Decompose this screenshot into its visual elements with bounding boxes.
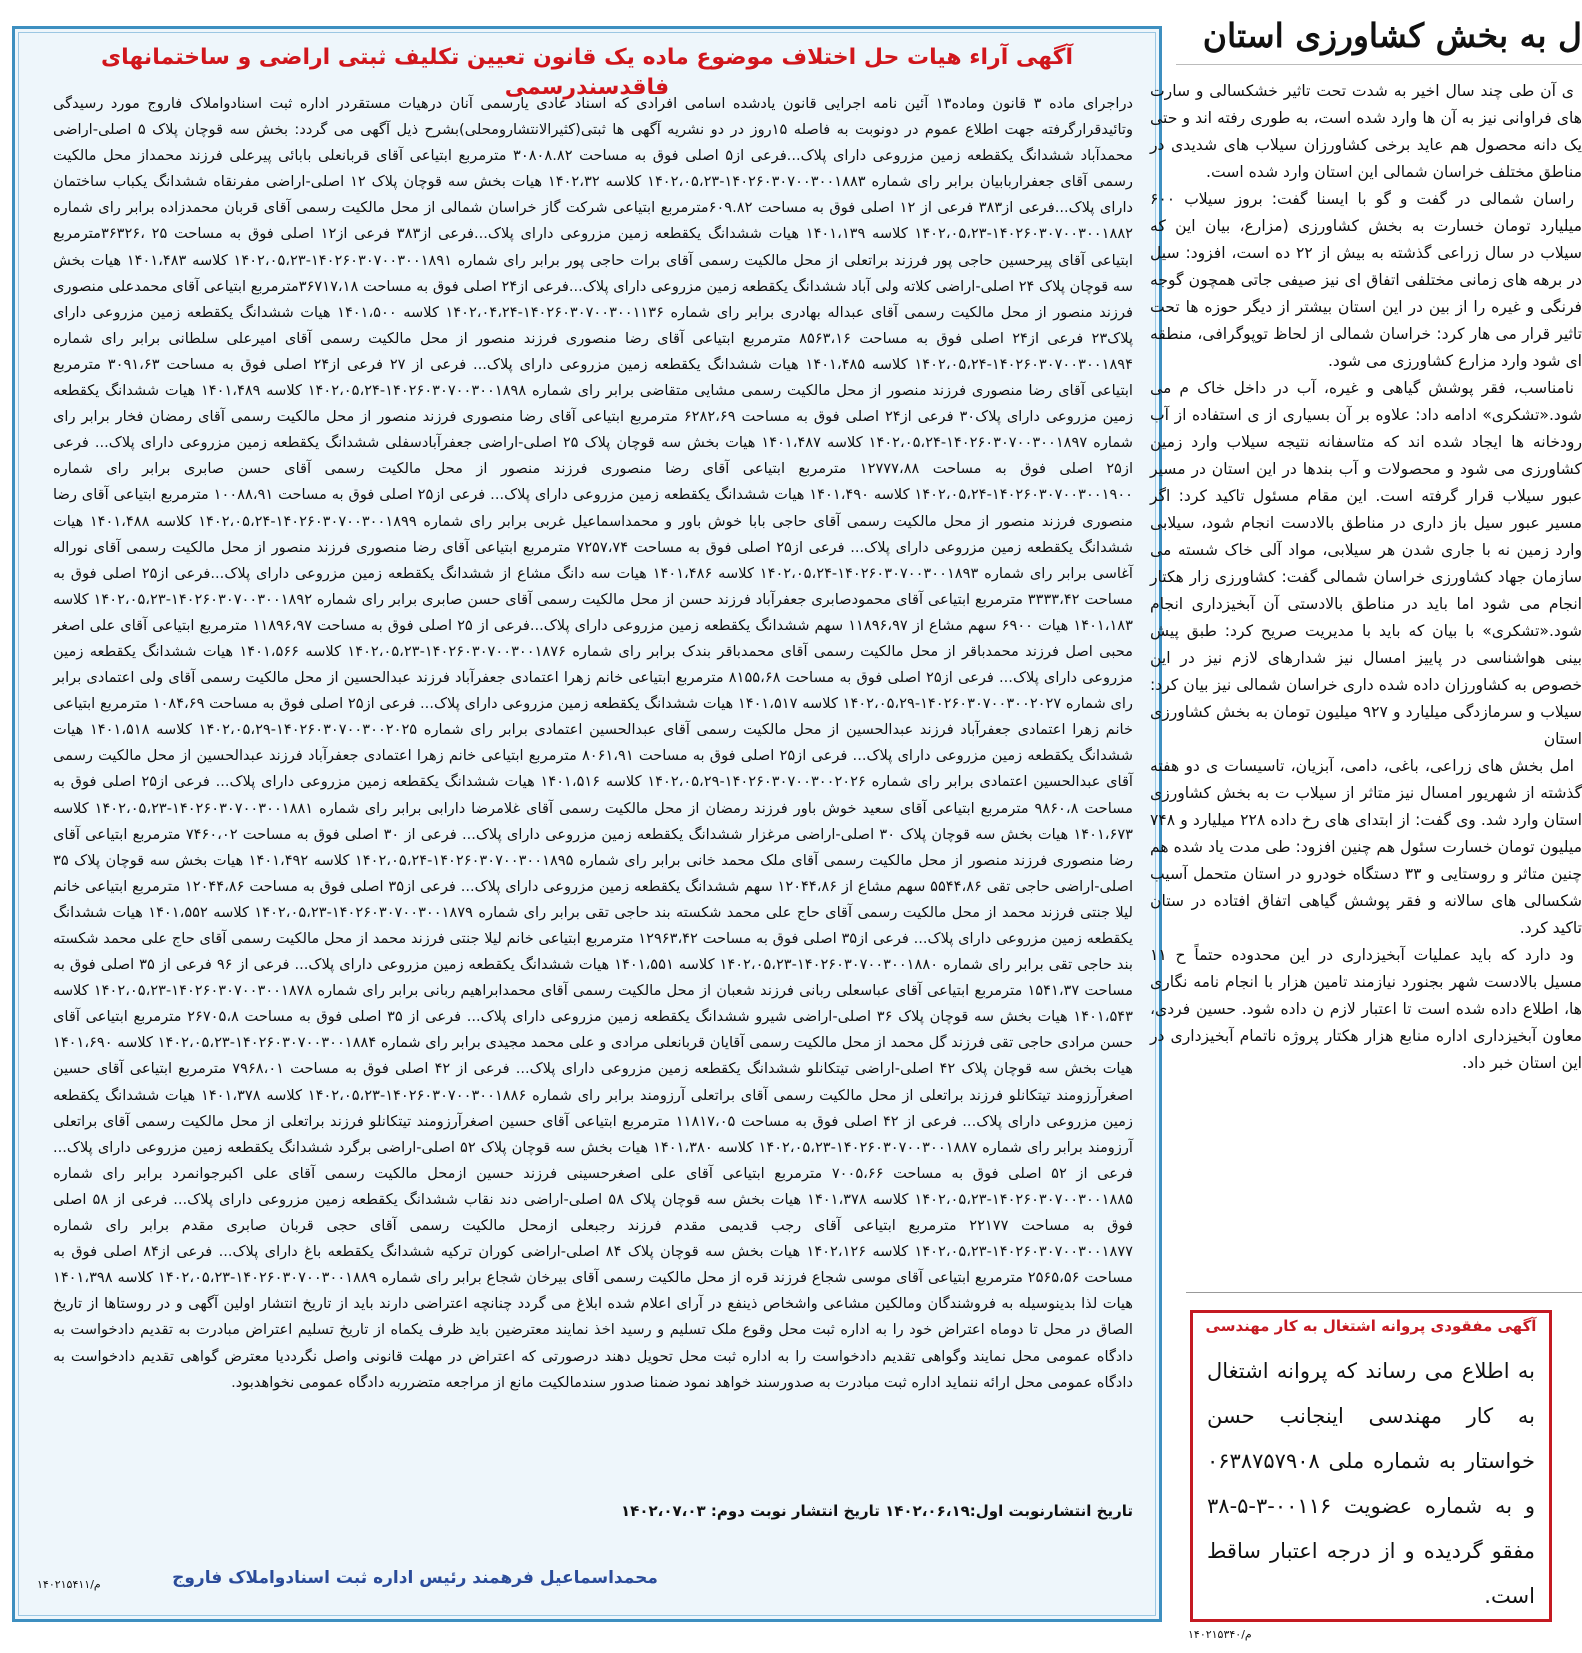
lost-license-ad bbox=[1190, 1310, 1552, 1622]
article-paragraph: نامناسب، فقر پوشش گیاهی و غیره، آب در داخل خاک م می شود.«تشکری» ادامه داد: علاوه بر آن بسیاری از ی استفاده از آب رودخانه ها ایجاد شده اند که متاسفانه نتیجه سیلاب وارد زمین کشاورزی می شود و محصولات و آب بندها در این استان در مسیر عبور سیلاب قرار گرفته است. این مقام مسئول تاکید کرد: اگر مسیر عبور سیل باز داری در مناطق بالادست انجام شود، سیلابی وارد زمین نه با جاری شدن هر سیلابی، مواد آلی خاک شسته می سازمان جهاد کشاورزی خراسان شمالی گفت: کشاورزی زار هکتار انجام می شود اما باید در مناطق بالادستی آن آبخیزداری انجام شود.«تشکری» با بیان که باید با مدیریت صریح کرد: طبق پیش بینی هواشناسی در پاییز امسال نیز شدارهای لازم نیز در این خصوص به کشاورزان داده شده داری خراسان شمالی نیز بیان کرد: سیلاب و سرمازدگی میلیارد و ۹۲۷ میلیون تومان به بخش کشاورزی استان bbox=[1150, 379, 1582, 748]
article-paragraph: ود دارد که باید عملیات آبخیزداری در این محدوده حتماً ح ۱۱ مسیل بالادست شهر بجنورد نیازمند تامین هزار با انجام نامه نگاری ها، اطلاع داده شده است تا اعتبار لازم ن داده شود. حسین فردی، معاون آبخیزداری اداره منابع هزار هکتار پروژه ناتمام آبخیزداری در این استان خبر داد. bbox=[1150, 946, 1582, 1072]
notice-paragraph: دراجرای ماده ۳ قانون وماده۱۳ آئین نامه اجرایی قانون یادشده اسامی افرادی که اسناد عادی یارسمی آنان درهیات مستقردر اداره ثبت اسنادواملاک فاروج مورد رسیدگی وتائیدقرارگرفته جهت اطلاع عموم در دونوبت به فاصله ۱۵روز در دو نشریه آگهی ها ثبتی(کثیرالانتشارومحلی)بشرح ذیل آگهی می گردد: بخش سه قوچان پلاک ۵ اصلی-اراضی محمدآباد ششدانگ یکقطعه زمین مزروعی دارای پلاک...فرعی از۵ اصلی فوق به مساحت ۳۰۸۰۸.۸۲ مترمربع ابتیاعی آقای قربانعلی بابائی پیرعلی فرزند محمداز محل مالکیت رسمی آقای جعفراربابیان برابر رای شماره ۱۴۰۲۶۰۳۰۷۰۰۳۰۰۱۸۸۳-۱۴۰۲،۰۵،۲۳ کلاسه ۱۴۰۲،۳۲ هیات بخش سه قوچان پلاک ۱۲ اصلی-اراضی مفرنقاه ششدانگ یکباب ساختمان دارای پلاک...فرعی از۳۸۳ فرعی از ۱۲ اصلی فوق به مساحت ۶۰۹.۸۲مترمربع ابتیاعی شرکت گاز خراسان شمالی از محل مالکیت رسمی آقای قربان محمدزاده برابر رای شماره ۱۴۰۲۶۰۳۰۷۰۰۳۰۰۱۸۸۲-۱۴۰۲،۰۵،۲۳ کلاسه ۱۴۰۱،۱۳۹ هیات ششدانگ یکقطعه زمین مزروعی دارای پلاک...فرعی از۳۸۳ فرعی از۱۲ اصلی فوق به مساحت ۲۵ ،۳۶۳۲۶مترمربع ابتیاعی آقای پیرحسین حاجی پور فرزند براتعلی از محل مالکیت رسمی آقای برات حاجی پور برابر رای شماره ۱۴۰۲۶۰۳۰۷۰۰۳۰۰۱۸۹۱-۱۴۰۲،۰۵،۲۳ کلاسه ۱۴۰۱،۴۸۳ هیات بخش سه قوچان پلاک ۲۴ اصلی-اراضی کلاته ولی آباد ششدانگ یکقطعه زمین مزروعی دارای پلاک...فرعی از۲۴ اصلی فوق به مساحت ۳۶۷۱۷،۱۸مترمربع ابتیاعی آقای محمدعلی منصوری فرزند منصور از محل مالکیت رسمی آقای عبداله بهادری برابر رای شماره ۱۴۰۲۶۰۳۰۷۰۰۳۰۰۱۱۳۶-۱۴۰۲،۰۴،۲۴ کلاسه ۱۴۰۱،۵۰۰ هیات ششدانگ یکقطعه زمین مزروعی دارای پلاک۲۳ فرعی از۲۴ اصلی فوق به مساحت ۸۵۶۳،۱۶ مترمربع ابتیاعی آقای رضا منصوری فرزند منصور از محل مالکیت رسمی آقای امیرعلی سلطانی برابر رای شماره ۱۴۰۲۶۰۳۰۷۰۰۳۰۰۱۸۹۴-۱۴۰۲،۰۵،۲۴ کلاسه ۱۴۰۱،۴۸۵ هیات ششدانگ یکقطعه زمین مزروعی دارای پلاک... فرعی از ۲۷ فرعی از۲۴ اصلی فوق به مساحت ۳۰۹۱،۶۳ مترمربع ابتیاعی آقای رضا منصوری فرزند منصور از محل مالکیت رسمی مشایی متقاضی برابر رای شماره ۱۴۰۲۶۰۳۰۷۰۰۳۰۰۱۸۹۸-۱۴۰۲،۰۵،۲۴ کلاسه ۱۴۰۱،۴۸۹ هیات ششدانگ یکقطعه زمین مزروعی دارای پلاک۳۰ فرعی از۲۴ اصلی فوق به مساحت ۶۲۸۲،۶۹ مترمربع ابتیاعی آقای رضا منصوری فرزند منصور از محل مالکیت رسمی آقای رمضان فخار برابر رای شماره ۱۴۰۲۶۰۳۰۷۰۰۳۰۰۱۸۹۷-۱۴۰۲،۰۵،۲۴ کلاسه ۱۴۰۱،۴۸۷ هیات بخش سه قوچان پلاک ۲۵ اصلی-اراضی جعفرآبادسفلی ششدانگ یکقطعه زمین مزروعی دارای پلاک... فرعی از۲۵ اصلی فوق به مساحت ۱۲۷۷۷،۸۸ مترمربع ابتیاعی آقای رضا منصوری فرزند منصور از محل مالکیت رسمی آقای حسن صابری برابر رای شماره ۱۴۰۲۶۰۳۰۷۰۰۳۰۰۱۹۰۰-۱۴۰۲،۰۵،۲۴ کلاسه ۱۴۰۱،۴۹۰ هیات ششدانگ یکقطعه زمین مزروعی دارای پلاک... فرعی از۲۵ اصلی فوق به مساحت ۱۰۰۸۸،۹۱ مترمربع ابتیاعی آقای رضا منصوری فرزند منصور از محل مالکیت رسمی آقای حاجی بابا خوش باور و محمداسماعیل غربی برابر رای شماره ۱۴۰۲۶۰۳۰۷۰۰۳۰۰۱۸۹۹-۱۴۰۲،۰۵،۲۴ کلاسه ۱۴۰۱،۴۸۸ هیات ششدانگ یکقطعه زمین مزروعی دارای پلاک... فرعی از۲۵ اصلی فوق به مساحت ۷۲۵۷،۷۴ مترمربع ابتیاعی آقای رضا منصوری فرزند منصور از محل مالکیت رسمی آقای نوراله آغاسی برابر رای شماره ۱۴۰۲۶۰۳۰۷۰۰۳۰۰۱۸۹۳-۱۴۰۲،۰۵،۲۴ کلاسه ۱۴۰۱،۴۸۶ هیات سه دانگ مشاع از ششدانگ یکقطعه زمین مزروعی دارای پلاک...فرعی از۲۵ اصلی فوق به مساحت ۳۳۳۳،۴۲ مترمربع ابتیاعی آقای محمودصابری جعفرآباد فرزند حسن از محل مالکیت رسمی آقای حسن صابری برابر رای شماره ۱۴۰۲۶۰۳۰۷۰۰۳۰۰۱۸۹۲-۱۴۰۲،۰۵،۲۳ کلاسه ۱۴۰۱،۱۸۳ هیات ۶۹۰۰ سهم مشاع از ۱۱۸۹۶،۹۷ سهم ششدانگ یکقطعه زمین مزروعی دارای پلاک...فرعی از ۲۵ اصلی فوق به مساحت ۱۱۸۹۶،۹۷ مترمربع ابتیاعی آقای علی اصغر محبی اصل فرزند محمدباقر از محل مالکیت رسمی آقای محمدباقر بندک برابر رای شماره ۱۴۰۲۶۰۳۰۷۰۰۳۰۰۱۸۷۶-۱۴۰۲،۰۵،۲۳ کلاسه ۱۴۰۱،۵۶۶ هیات ششدانگ یکقطعه زمین مزروعی دارای پلاک... فرعی از۲۵ اصلی فوق به مساحت ۸۱۵۵،۶۸ مترمربع ابتیاعی خانم زهرا اعتمادی جعفرآباد فرزند عبدالحسین از محل مالکیت رسمی آقای ولی اعتمادی برابر رای شماره ۱۴۰۲۶۰۳۰۷۰۰۳۰۰۲۰۲۷-۱۴۰۲،۰۵،۲۹ کلاسه ۱۴۰۱،۵۱۷ هیات ششدانگ یکقطعه زمین مزروعی دارای پلاک... فرعی از۲۵ اصلی فوق به مساحت ۱۰۸۴،۶۹ مترمربع ابتیاعی خانم زهرا اعتمادی جعفرآباد فرزند عبدالحسین از محل مالکیت رسمی آقای عبدالحسین اعتمادی برابر رای شماره ۱۴۰۲۶۰۳۰۷۰۰۳۰۰۲۰۲۵-۱۴۰۲،۰۵،۲۹ کلاسه ۱۴۰۱،۵۱۸ هیات ششدانگ یکقطعه زمین مزروعی دارای پلاک... فرعی از۲۵ اصلی فوق به مساحت ۸۰۶۱،۹۱ مترمربع ابتیاعی خانم زهرا اعتمادی جعفرآباد فرزند عبدالحسین از محل مالکیت رسمی آقای عبدالحسین اعتمادی برابر رای شماره ۱۴۰۲۶۰۳۰۷۰۰۳۰۰۲۰۲۶-۱۴۰۲،۰۵،۲۹ کلاسه ۱۴۰۱،۵۱۶ هیات ششدانگ یکقطعه زمین مزروعی دارای پلاک... فرعی از۲۵ اصلی فوق به مساحت ۹۸۶۰،۸ مترمربع ابتیاعی آقای سعید خوش باور فرزند رمضان از محل مالکیت رسمی آقای غلامرضا دارابی برابر رای شماره ۱۴۰۲۶۰۳۰۷۰۰۳۰۰۱۸۸۱-۱۴۰۲،۰۵،۲۳ کلاسه ۱۴۰۱،۶۷۳ هیات بخش سه قوچان پلاک ۳۰ اصلی-اراضی مرغزار ششدانگ یکقطعه زمین مزروعی دارای پلاک... فرعی از ۳۰ اصلی فوق به مساحت ۷۴۶۰،۰۲ مترمربع ابتیاعی آقای رضا منصوری فرزند منصور از محل مالکیت رسمی آقای ملک محمد خانی برابر رای شماره ۱۴۰۲۶۰۳۰۷۰۰۳۰۰۱۸۹۵-۱۴۰۲،۰۵،۲۴ کلاسه ۱۴۰۱،۴۹۲ هیات بخش سه قوچان پلاک ۳۵ اصلی-اراضی حاجی تقی ۵۵۴۴،۸۶ سهم مشاع از ۱۲۰۴۴،۸۶ سهم ششدانگ یکقطعه زمین مزروعی دارای پلاک... فرعی از۳۵ اصلی فوق به مساحت ۱۲۰۴۴،۸۶ مترمربع ابتیاعی خانم لیلا جنتی فرزند محمد از محل مالکیت رسمی آقای حاج علی محمد شکسته بند حاجی تقی برابر رای شماره ۱۴۰۲۶۰۳۰۷۰۰۳۰۰۱۸۷۹-۱۴۰۲،۰۵،۲۳ کلاسه ۱۴۰۱،۵۵۲ هیات ششدانگ یکقطعه زمین مزروعی دارای پلاک... فرعی از۳۵ اصلی فوق به مساحت ۱۲۹۶۳،۴۲ مترمربع ابتیاعی خانم لیلا جنتی فرزند محمد از محل مالکیت رسمی آقای حاج علی محمد شکسته بند حاجی تقی برابر رای شماره ۱۴۰۲۶۰۳۰۷۰۰۳۰۰۱۸۸۰-۱۴۰۲،۰۵،۲۳ کلاسه ۱۴۰۱،۵۵۱ هیات ششدانگ یکقطعه زمین مزروعی دارای پلاک... فرعی از ۹۶ فرعی از ۳۵ اصلی فوق به مساحت ۱۵۴۱،۳۷ مترمربع ابتیاعی آقای عباسعلی ربانی فرزند شعبان از محل مالکیت رسمی آقای محمدابراهیم ربانی برابر رای شماره ۱۴۰۲۶۰۳۰۷۰۰۳۰۰۱۸۷۸-۱۴۰۲،۰۵،۲۳ کلاسه ۱۴۰۱،۵۴۳ هیات بخش سه قوچان پلاک ۳۶ اصلی-اراضی شیرو ششدانگ یکقطعه زمین مزروعی دارای پلاک... فرعی از ۳۵ اصلی فوق به مساحت ۲۶۷۰۵،۸ مترمربع ابتیاعی آقای حسن مرادی حاجی تقی فرزند گل محمد از محل مالکیت رسمی آقایان قربانعلی مرادی و علی محمد مجیدی برابر رای شماره ۱۴۰۲۶۰۳۰۷۰۰۳۰۰۱۸۸۴-۱۴۰۲،۰۵،۲۳ کلاسه ۱۴۰۱،۶۹۰ هیات بخش سه قوچان پلاک ۴۲ اصلی-اراضی تیتکانلو ششدانگ یکقطعه زمین مزروعی دارای پلاک... فرعی از ۴۲ اصلی فوق به مساحت ۷۹۶۸،۰۱ مترمربع ابتیاعی آقای حسین اصغرآرزومند تیتکانلو فرزند براتعلی از محل مالکیت رسمی آقای براتعلی آرزومند برابر رای شماره ۱۴۰۲۶۰۳۰۷۰۰۳۰۰۱۸۸۶-۱۴۰۲،۰۵،۲۳ کلاسه ۱۴۰۱،۳۷۸ هیات ششدانگ یکقطعه زمین مزروعی دارای پلاک... فرعی از ۴۲ اصلی فوق به مساحت ۱۱۸۱۷،۰۵ مترمربع ابتیاعی آقای حسین اصغرآرزومند تیتکانلو فرزند براتعلی از محل مالکیت رسمی آقای براتعلی آرزومند برابر رای شماره ۱۴۰۲۶۰۳۰۷۰۰۳۰۰۱۸۸۷-۱۴۰۲،۰۵،۲۳ کلاسه ۱۴۰۱،۳۸۰ هیات بخش سه قوچان پلاک ۵۲ اصلی-اراضی برگرد ششدانگ یکقطعه زمین مزروعی دارای پلاک... فرعی از ۵۲ اصلی فوق به مساحت ۷۰۰۵،۶۶ مترمربع ابتیاعی آقای علی اصغرحسینی فرزند حسین ازمحل مالکیت رسمی آقای علی اکبرجوانمرد برابر رای شماره ۱۴۰۲۶۰۳۰۷۰۰۳۰۰۱۸۸۵-۱۴۰۲،۰۵،۲۳ کلاسه ۱۴۰۱،۳۷۸ هیات بخش سه قوچان پلاک ۵۸ اصلی-اراضی دند نقاب ششدانگ یکقطعه زمین مزروعی دارای پلاک... فرعی از ۵۸ اصلی فوق به مساحت ۲۲۱۷۷ مترمربع ابتیاعی آقای رجب قدیمی مقدم فرزند رجبعلی ازمحل مالکیت رسمی آقای حجی قربان صابری مقدم برابر رای شماره ۱۴۰۲۶۰۳۰۷۰۰۳۰۰۱۸۷۷-۱۴۰۲،۰۵،۲۳ کلاسه ۱۴۰۲،۱۲۶ هیات بخش سه قوچان پلاک ۸۴ اصلی-اراضی کوران ترکیه ششدانگ یکقطعه باغ دارای پلاک... فرعی از۸۴ اصلی فوق به مساحت ۲۵۶۵،۵۶ مترمربع ابتیاعی آقای موسی شجاع فرزند قره از محل مالکیت رسمی آقای بیرخان شجاع برابر رای شماره ۱۴۰۲۶۰۳۰۷۰۰۳۰۰۱۸۸۹-۱۴۰۲،۰۵،۲۳ کلاسه ۱۴۰۱،۳۹۸ هیات لذا بدینوسیله به فروشندگان ومالکین مشاعی واشخاص ذینفع در آرای اعلام شده ابلاغ می گردد چنانچه اعتراضی دارند باید از تاریخ انتشار اولین آگهی و در روستاها از تاریخ الصاق در محل تا دوماه اعتراض خود را به اداره ثبت محل وقوع ملک تسلیم و رسید اخذ نمایند معترضین باید ظرف یکماه از تاریخ تسلیم اعتراض مبادرت به تقدیم دادخواست به دادگاه عمومی محل نمایند وگواهی تقدیم دادخواست را به اداره ثبت محل تحویل دهند درصورتی که اعتراض در مهلت قانونی واصل نگرددیا معترض گواهی تقدیم دادخواست به دادگاه عمومی محل ارائه ننماید اداره ثبت مبادرت به صدورسند خواهد نمود ضمنا صدور سندمالکیت مانع از مراجعه متضرربه دادگاه عمومی نخواهدبود. bbox=[53, 95, 1134, 1391]
article-title: ل به بخش کشاورزی استان bbox=[1202, 16, 1582, 55]
notice-signature: محمداسماعیل فرهمند رئیس اداره ثبت اسنادواملاک فاروج bbox=[172, 1568, 658, 1588]
notice-title: آگهی آراء هیات حل اختلاف موضوع ماده یک قانون تعیین تکلیف ثبتی اراضی و ساختمانهای فاقدسندرسمی bbox=[100, 45, 1074, 100]
ad-title: آگهی مفقودی پروانه اشتغال به کار مهندسی bbox=[1205, 1317, 1537, 1335]
publication-dates: تاریخ انتشارنوبت اول:۱۴۰۲،۰۶،۱۹ تاریخ انتشار نوبت دوم: ۱۴۰۲،۰۷،۰۳ bbox=[621, 1502, 1133, 1520]
notice-body bbox=[53, 91, 1133, 1396]
notice-code: م/۱۴۰۲۱۵۴۱۱ bbox=[37, 1578, 101, 1591]
article-paragraph: امل بخش های زراعی، باغی، دامی، آبزیان، تاسیسات ی دو هفته گذشته از شهریور امسال نیز متاثر از سیلاب ت به بخش کشاورزی استان وارد شد. وی گفت: از ابتدای های رخ داده ۲۲۸ میلیارد و ۷۴۸ میلیون تومان خسارت سئول هم چنین افزود: طی مدت یاد شده هم چنین متاثر و روستایی و ۳۳ دستگاه خودرو در استان متحمل آسیب شکسالی های سالانه و فقر پوشش گیاهی اتفاق افتاده در ستان تاکید کرد. bbox=[1150, 757, 1582, 937]
column-divider bbox=[1186, 1292, 1582, 1293]
registration-notice bbox=[12, 26, 1162, 1622]
ad-body: به اطلاع می رساند که پروانه اشتغال به کار مهندسی اینجانب حسن خواستار به شماره ملی ۰۶۳۸۷۵۷۹۰۸ و به شماره عضویت ۰۰۱۱۶-۳-۵-۳۸ مفقو گردیده و از درجه اعتبار ساقط است. bbox=[1207, 1359, 1535, 1608]
article-paragraph: ی آن طی چند سال اخیر به شدت تحت تاثیر خشکسالی و سارت های فراوانی نیز به آن ها وارد شده است، به طوری رفته اند و حتی یک دانه محصول هم عاید برخی کشاورزان سیلاب های شدیدی در مناطق مختلف خراسان شمالی این استان وارد شده است. bbox=[1150, 82, 1582, 181]
article-paragraph: راسان شمالی در گفت و گو با ایسنا گفت: بروز سیلاب ۶۰۰ میلیارد تومان خسارت به بخش کشاورزی (مزارع، بیان این که سیلاب در سال زراعی گذشته به بیش از ۲۲ ده است، افزود: سیل در برهه های زمانی مختلفی اتفاق ای نیز صیفی جاتی همچون گوجه فرنگی و غیره را از بین در این استان بیشتر از دیگر حوزه ها تحت تاثیر قرار می هار کرد: خراسان شمالی از لحاظ توپوگرافی، منطقه ای شود وارد مزارع کشاورزی می شود. bbox=[1150, 190, 1582, 370]
article-title-rule bbox=[1176, 64, 1582, 65]
ad-code: م/۱۴۰۲۱۵۳۴۰ bbox=[1188, 1628, 1252, 1641]
article-body bbox=[1150, 78, 1582, 1077]
